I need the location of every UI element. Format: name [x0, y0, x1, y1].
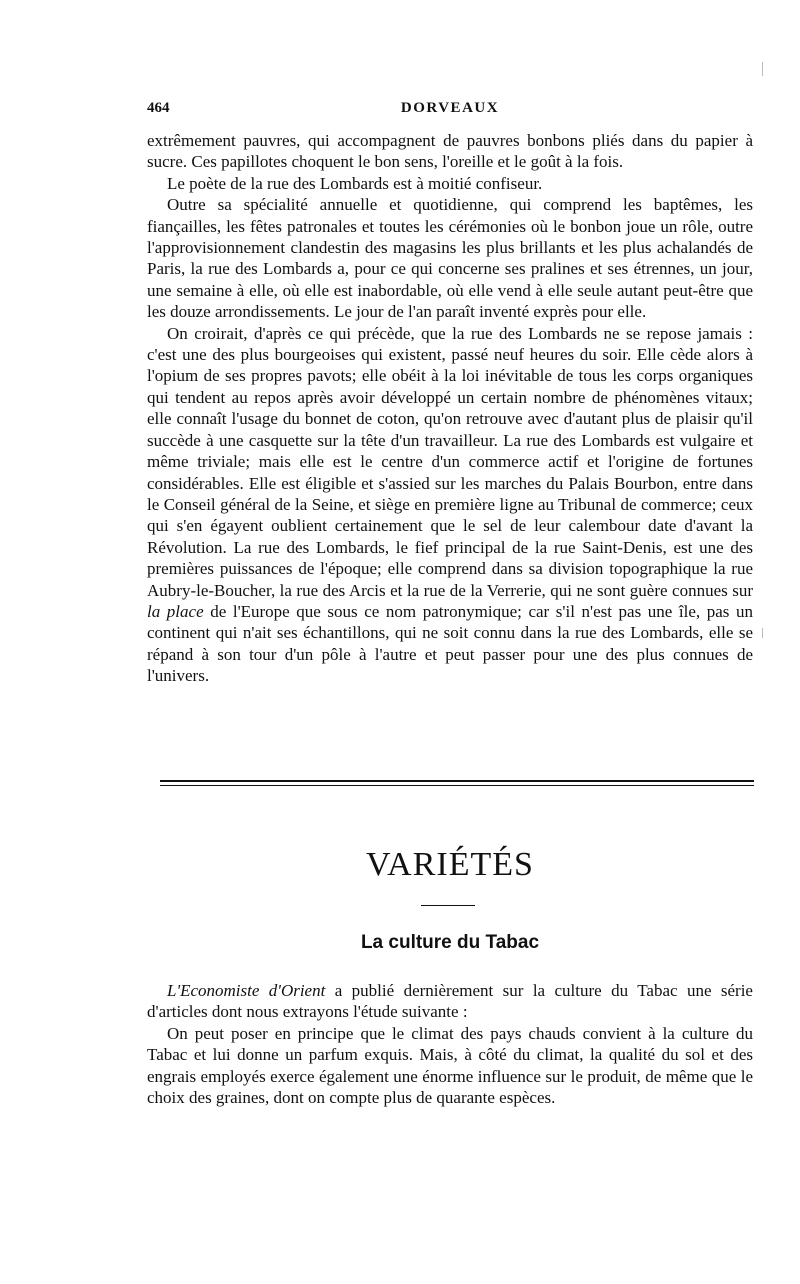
scan-margin-mark [762, 628, 763, 638]
paragraph: On peut poser en principe que le climat des pays chauds convient à la culture du Tabac et lui donne un parfum exquis. Mais, à côté du climat, la qualité du sol et des engrais employés exerce également une énorme influence sur le produit, de même que le choix des graines, dont on compte plus de quarante espèces. [147, 1023, 753, 1108]
page-number: 464 [147, 100, 170, 116]
paragraph: Outre sa spécialité annuelle et quotidienne, qui comprend les baptêmes, les fiançailles, les fêtes patronales et toutes les cérémonies où le bonbon joue un rôle, outre l'approvisionnement clandestin des magasins les plus brillants et les plus achalandés de Paris, la rue des Lombards a, pour ce qui concerne ses pralines et ses étrennes, un jour, une semaine à elle, où elle est inabordable, où elle vend à elle seule autant peut-être que les douze arrondissements. Le jour de l'an paraît inventé exprès pour elle. [147, 195, 753, 322]
italic-phrase: la place [147, 601, 204, 621]
paragraph: extrêmement pauvres, qui accompagnent de pauvres bonbons pliés dans du papier à sucre. Ces papillotes choquent le bon sens, l'oreille et le goût à la fois. [147, 131, 753, 172]
article-text-block [147, 980, 753, 1108]
paragraph-text: a publié dernièrement sur la culture du Tabac une série d'articles dont nous extrayons l'étude suivante : [147, 981, 753, 1022]
scan-margin-mark [762, 62, 763, 76]
journal-name: L'Economiste d'Orient [167, 981, 326, 1000]
article-title: La culture du Tabac [360, 932, 540, 953]
paragraph: Le poète de la rue des Lombards est à moitié confiseur. [167, 173, 543, 193]
paragraph-text: de l'Europe que sous ce nom patronymique; car s'il n'est pas une île, pas un continent qui n'ait ses échantillons, qui ne soit connu dans la rue des Lombards, elle se répand à son tour d'un pôle à l'autre et peut passer pour une des plus connues de l'univers. [147, 601, 753, 686]
paragraph [147, 980, 753, 1023]
paragraph-text: On croirait, d'après ce qui précède, que la rue des Lombards ne se repose jamais : c'est une des plus bourgeoises qui existent, passé neuf heures du soir. Elle cède alors à l'opium de ses propres pavots; elle obéit à la loi inévitable de tous les corps organiques qui tendent au repos après avoir développé un certain nombre de phénomènes vitaux; elle connaît l'usage du bonnet de coton, qu'on retrouve avec d'autant plus de plaisir qu'il succède à une casquette sur la tête d'un travailleur. La rue des Lombards est vulgaire et même triviale; mais elle est le centre d'un commerce actif et l'origine de fortunes considérables. Elle est éligible et s'assied sur les marches du Palais Bourbon, entre dans le Conseil général de la Seine, et siège en première ligne au Tribunal de commerce; ceux qui s'en égayent oublient certainement que le sel de leur calembour date d'avant la Révolution. La rue des Lombards, le fief principal de la rue Saint-Denis, est une des premières puissances de l'époque; elle comprend dans sa division topographique la rue Aubry-le-Boucher, la rue des Arcis et la rue de la Verrerie, qui ne sont guère connues sur [147, 323, 753, 600]
title-underline [421, 905, 475, 906]
running-header [147, 100, 753, 120]
section-rule-thick [160, 780, 754, 782]
section-rule-thin [160, 785, 754, 786]
paragraph [147, 323, 753, 687]
section-title: VARIÉTÉS [366, 846, 534, 883]
main-text-block [147, 130, 753, 687]
running-title: DORVEAUX [400, 100, 500, 116]
